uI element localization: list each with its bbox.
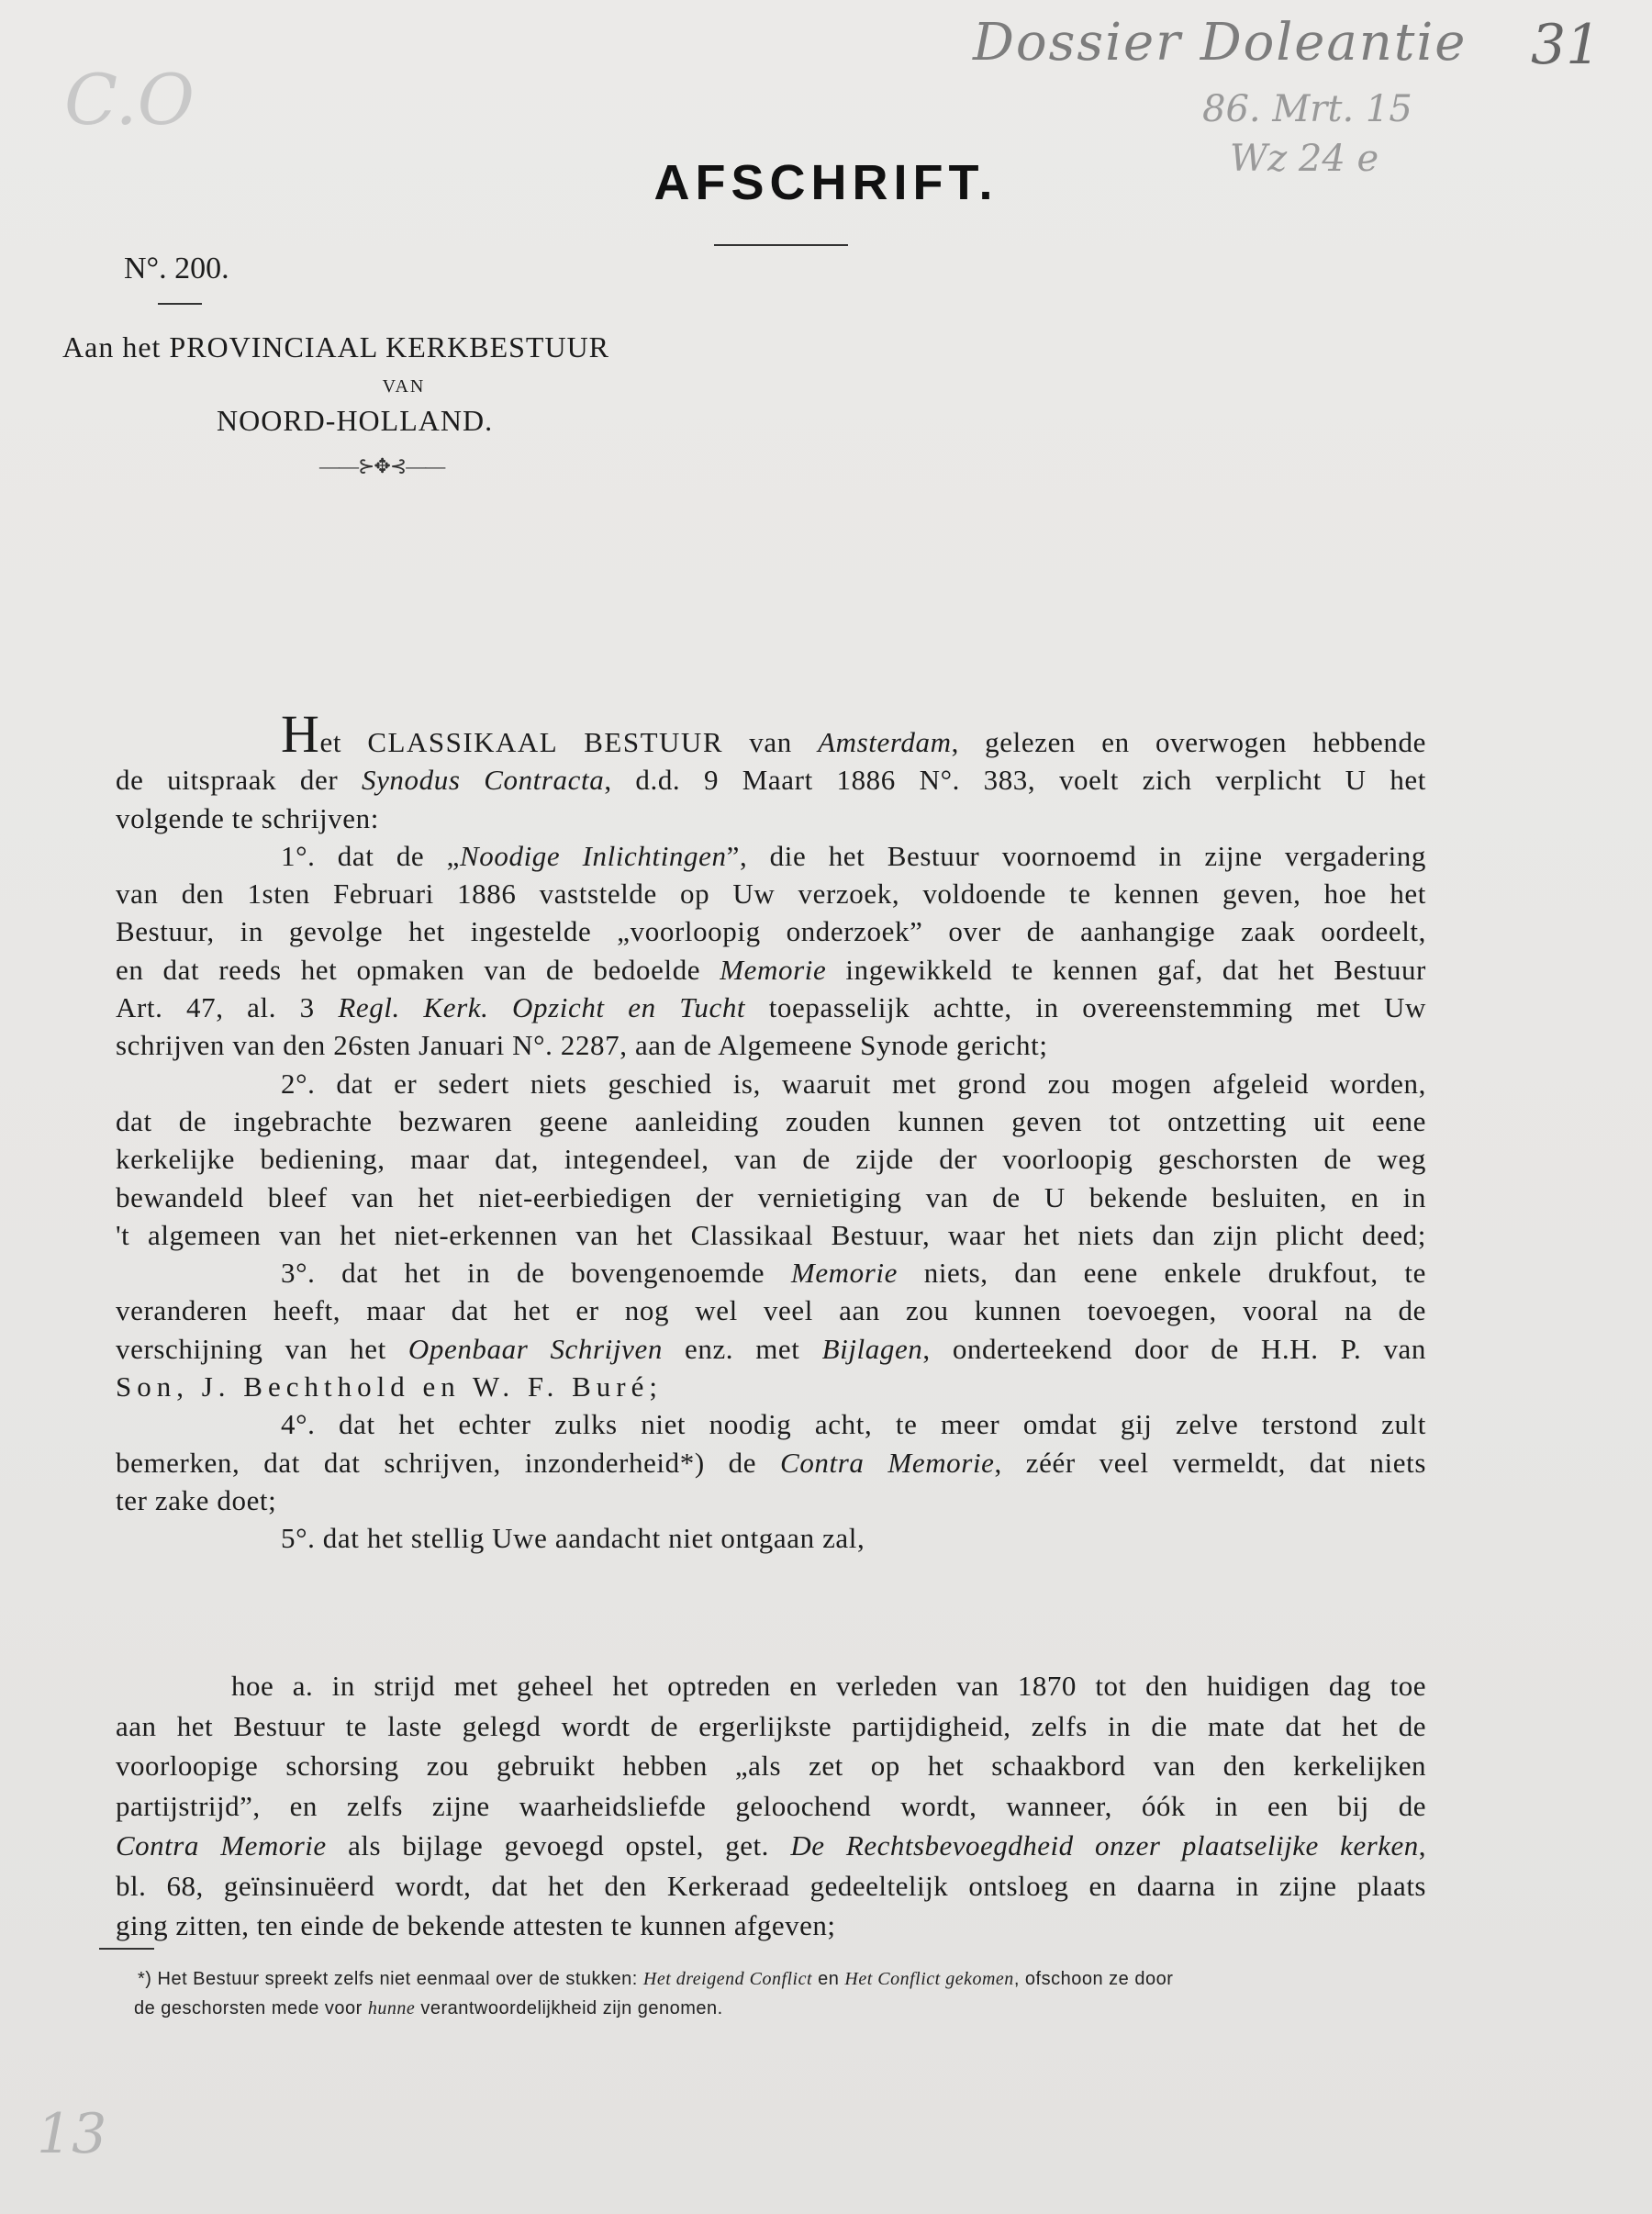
letter-body	[116, 704, 1427, 1558]
body-line: Art. 47, al. 3 Regl. Kerk. Opzicht en Tucht toepasselijk achtte, in overeenstemming met Uw	[116, 991, 1426, 1024]
conclusion-line: aan het Bestuur te laste gelegd wordt de ergerlijkste partijdigheid, zelfs in die mate dat het de	[116, 1709, 1426, 1742]
conclusion-line: partijstrijd”, en zelfs zijne waarheidsliefde geloochend wordt, wanneer, óók in een bij de	[116, 1789, 1426, 1822]
handwritten-corner-mark: C.O	[64, 59, 195, 140]
body-line: bemerken, dat dat schrijven, inzonderheid*) de Contra Memorie, zéér veel vermeldt, dat niets	[116, 1446, 1426, 1479]
conclusion-paragraph	[116, 1666, 1426, 1946]
footnote-line: *) Het Bestuur spreekt zelfs niet eenmaal over de stukken: Het dreigend Conflict en Het Conflict gekomen, ofschoon ze door	[138, 1969, 1174, 1989]
body-line: 4°. dat het echter zulks niet noodig acht, te meer omdat gij zelve terstond zult	[281, 1408, 1426, 1441]
handwritten-date-ref: 86. Mrt. 15	[1202, 88, 1412, 130]
footnote-line: de geschorsten mede voor hunne verantwoordelijkheid zijn genomen.	[134, 1998, 723, 2018]
drop-cap: H	[281, 704, 320, 764]
body-line: 't algemeen van het niet-erkennen van het Classikaal Bestuur, waar het niets dan zijn plicht deed;	[116, 1218, 1426, 1251]
body-line: bewandeld bleef van het niet-eerbiedigen der vernietiging van de U bekende besluiten, en in	[116, 1180, 1426, 1213]
handwritten-number: 31	[1531, 13, 1602, 77]
body-line: Bestuur, in gevolge het ingestelde „voorloopig onderzoek” over de aanhangige zaak oordeelt,	[116, 915, 1426, 948]
conclusion-line: hoe a. in strijd met geheel het optreden en verleden van 1870 tot den huidigen dag toe	[231, 1670, 1426, 1702]
document-title: AFSCHRIFT.	[653, 155, 999, 210]
body-line: kerkelijke bediening, maar dat, integendeel, van de zijde der voorloopig geschorsten de weg	[116, 1143, 1426, 1176]
body-line: 1°. dat de „Noodige Inlichtingen”, die het Bestuur voornoemd in zijne vergadering	[281, 839, 1426, 872]
ornament-divider: ——⊱✥⊰——	[319, 454, 445, 477]
title-rule	[714, 244, 848, 246]
body-line: Son, J. Bechthold en W. F. Buré;	[116, 1370, 663, 1403]
footnote	[134, 1964, 1423, 2023]
conclusion-line: ging zitten, ten einde de bekende attesten te kunnen afgeven;	[116, 1909, 836, 1941]
body-line: 5°. dat het stellig Uwe aandacht niet ontgaan zal,	[281, 1522, 865, 1555]
document-number: N°. 200.	[124, 252, 229, 285]
body-line: 3°. dat het in de bovengenoemde Memorie niets, dan eene enkele drukfout, te	[281, 1257, 1426, 1290]
addressee-line-2: NOORD-HOLLAND.	[217, 404, 494, 437]
body-line: verschijning van het Openbaar Schrijven enz. met Bijlagen, onderteekend door de H.H. P. van	[116, 1332, 1426, 1365]
conclusion-line: voorloopige schorsing zou gebruikt hebben „als zet op het schaakbord van den kerkelijken	[116, 1750, 1426, 1782]
handwritten-bottom-mark: 13	[37, 2102, 107, 2166]
number-rule	[158, 303, 202, 305]
body-line: de uitspraak der Synodus Contracta, d.d. 9 Maart 1886 N°. 383, voelt zich verplicht U het	[116, 764, 1427, 797]
handwritten-wz-ref: Wz 24 e	[1230, 138, 1379, 180]
body-line: volgende te schrijven:	[116, 801, 379, 834]
addressee-van: VAN	[382, 376, 426, 397]
body-line: van den 1sten Februari 1886 vaststelde op Uw verzoek, voldoende te kennen geven, hoe het	[116, 878, 1426, 911]
footnote-rule	[99, 1948, 154, 1950]
body-line: Het CLASSIKAAL BESTUUR van Amsterdam, gelezen en overwogen hebbende	[281, 704, 1426, 764]
body-line: ter zake doet;	[116, 1483, 277, 1516]
conclusion-line: Contra Memorie als bijlage gevoegd opstel, get. De Rechtsbevoegdheid onzer plaatselijke kerken,	[116, 1829, 1427, 1862]
body-line: veranderen heeft, maar dat het er nog wel veel aan zou kunnen toevoegen, vooral na de	[116, 1294, 1426, 1327]
handwritten-dossier-note: Dossier Doleantie	[973, 13, 1468, 73]
body-line: 2°. dat er sedert niets geschied is, waaruit met grond zou mogen afgeleid worden,	[281, 1067, 1426, 1100]
conclusion-line: bl. 68, geïnsinuëerd wordt, dat het den Kerkeraad gedeeltelijk ontsloeg en daarna in zijne plaats	[116, 1869, 1426, 1902]
body-line: dat de ingebrachte bezwaren geene aanleiding zouden kunnen geven tot ontzetting uit eene	[116, 1104, 1426, 1137]
body-line: en dat reeds het opmaken van de bedoelde Memorie ingewikkeld te kennen gaf, dat het Bestuur	[116, 953, 1426, 986]
body-line: schrijven van den 26sten Januari N°. 2287, aan de Algemeene Synode gericht;	[116, 1029, 1048, 1062]
addressee-line-1: Aan het PROVINCIAAL KERKBESTUUR	[62, 330, 610, 363]
